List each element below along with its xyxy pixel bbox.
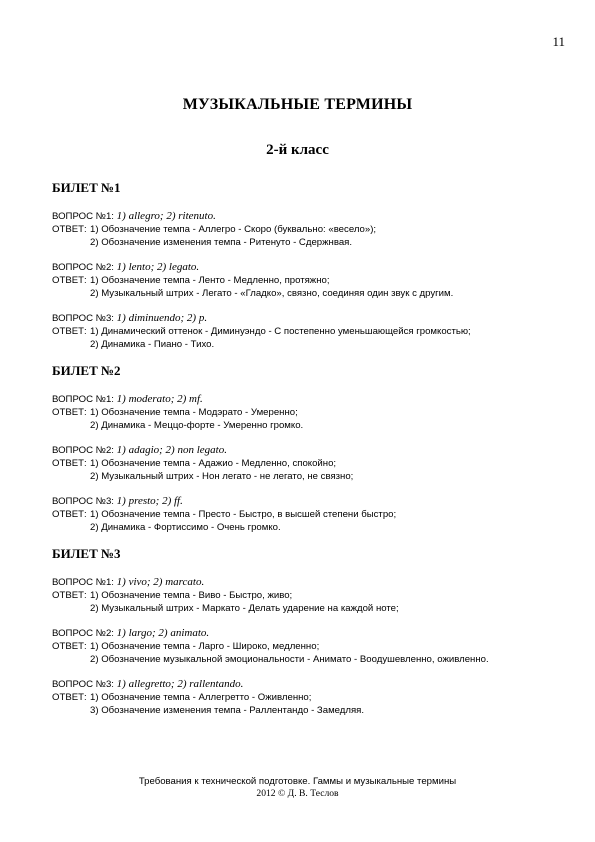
question-text: 1) largo; 2) animato. bbox=[116, 627, 210, 639]
page-footer bbox=[0, 776, 595, 800]
question-text: 1) moderato; 2) mf. bbox=[116, 393, 203, 405]
answer-label: ОТВЕТ: bbox=[52, 224, 87, 235]
question-block bbox=[52, 393, 572, 432]
answer-line: 1) Обозначение темпа - Модэрато - Умеренно; bbox=[90, 407, 298, 418]
question-label: ВОПРОС №3: bbox=[52, 496, 114, 507]
answer-block bbox=[52, 457, 572, 483]
question-label: ВОПРОС №3: bbox=[52, 313, 114, 324]
question-block bbox=[52, 678, 572, 717]
answer-label: ОТВЕТ: bbox=[52, 590, 87, 601]
ticket-title: БИЛЕТ №1 bbox=[52, 180, 121, 195]
answer-line: 2) Музыкальный штрих - Легато - «Гладко», связно, соединяя один звук с другим. bbox=[90, 288, 454, 299]
answer-block bbox=[52, 406, 572, 432]
answer-label: ОТВЕТ: bbox=[52, 509, 87, 520]
question-block bbox=[52, 210, 572, 249]
ticket-block bbox=[52, 180, 572, 351]
question-line bbox=[52, 444, 572, 457]
question-block bbox=[52, 576, 572, 615]
answer-line: 1) Обозначение темпа - Ленто - Медленно, протяжно; bbox=[90, 275, 330, 286]
answer-line: 1) Обозначение темпа - Престо - Быстро, в высшей степени быстро; bbox=[90, 509, 397, 520]
answer-block bbox=[52, 508, 572, 534]
footer-line-1: Требования к технической подготовке. Гаммы и музыкальные термины bbox=[138, 776, 457, 787]
answer-line: 2) Динамика - Фортиссимо - Очень громко. bbox=[90, 522, 281, 533]
answer-lines bbox=[90, 223, 572, 249]
answer-label: ОТВЕТ: bbox=[52, 641, 87, 652]
page-number: 11 bbox=[552, 34, 565, 49]
answer-line: 1) Обозначение темпа - Аллегро - Скоро (буквально: «весело»); bbox=[90, 224, 377, 235]
question-line bbox=[52, 495, 572, 508]
answer-lines bbox=[90, 691, 572, 717]
question-block bbox=[52, 444, 572, 483]
question-text: 1) lento; 2) legato. bbox=[116, 261, 200, 273]
question-label: ВОПРОС №2: bbox=[52, 445, 114, 456]
question-block bbox=[52, 261, 572, 300]
answer-block bbox=[52, 325, 572, 351]
answer-lines bbox=[90, 640, 572, 666]
answer-line: 2) Музыкальный штрих - Нон легато - не легато, не связно; bbox=[90, 471, 354, 482]
ticket-block bbox=[52, 546, 572, 717]
question-line bbox=[52, 312, 572, 325]
question-text: 1) presto; 2) ff. bbox=[116, 495, 183, 507]
page-title: МУЗЫКАЛЬНЫЕ ТЕРМИНЫ bbox=[182, 96, 413, 113]
answer-lines bbox=[90, 325, 572, 351]
question-block bbox=[52, 627, 572, 666]
question-label: ВОПРОС №2: bbox=[52, 628, 114, 639]
answer-label: ОТВЕТ: bbox=[52, 275, 87, 286]
answer-block bbox=[52, 640, 572, 666]
answer-label: ОТВЕТ: bbox=[52, 692, 87, 703]
question-text: 1) diminuendo; 2) p. bbox=[116, 312, 208, 324]
question-line bbox=[52, 261, 572, 274]
footer-line-2: 2012 © Д. В. Теслов bbox=[256, 788, 339, 799]
question-line bbox=[52, 678, 572, 691]
question-text: 1) vivo; 2) marcato. bbox=[116, 576, 205, 588]
answer-line: 3) Обозначение изменения темпа - Раллентандо - Замедляя. bbox=[90, 705, 365, 716]
answer-line: 1) Обозначение темпа - Адажио - Медленно, спокойно; bbox=[90, 458, 337, 469]
question-label: ВОПРОС №2: bbox=[52, 262, 114, 273]
answer-line: 1) Обозначение темпа - Ларго - Широко, медленно; bbox=[90, 641, 320, 652]
answer-block bbox=[52, 589, 572, 615]
answer-label: ОТВЕТ: bbox=[52, 407, 87, 418]
question-text: 1) adagio; 2) non legato. bbox=[116, 444, 227, 456]
question-line bbox=[52, 393, 572, 406]
answer-block bbox=[52, 691, 572, 717]
answer-line: 2) Динамика - Меццо-форте - Умеренно громко. bbox=[90, 420, 304, 431]
question-line bbox=[52, 576, 572, 589]
question-label: ВОПРОС №1: bbox=[52, 577, 114, 588]
ticket-title: БИЛЕТ №3 bbox=[52, 546, 121, 561]
question-label: ВОПРОС №1: bbox=[52, 394, 114, 405]
answer-line: 2) Обозначение музыкальной эмоциональности - Анимато - Воодушевленно, оживленно. bbox=[90, 654, 489, 665]
answer-line: 2) Динамика - Пиано - Тихо. bbox=[90, 339, 215, 350]
ticket-title: БИЛЕТ №2 bbox=[52, 363, 121, 378]
answer-lines bbox=[90, 457, 572, 483]
question-text: 1) allegro; 2) ritenuto. bbox=[116, 210, 216, 222]
answer-lines bbox=[90, 274, 572, 300]
question-label: ВОПРОС №1: bbox=[52, 211, 114, 222]
answer-line: 1) Динамический оттенок - Диминуэндо - С постепенно уменьшающейся громкостью; bbox=[90, 326, 471, 337]
answer-lines bbox=[90, 406, 572, 432]
question-line bbox=[52, 210, 572, 223]
answer-line: 1) Обозначение темпа - Виво - Быстро, живо; bbox=[90, 590, 293, 601]
question-block bbox=[52, 312, 572, 351]
question-label: ВОПРОС №3: bbox=[52, 679, 114, 690]
answer-label: ОТВЕТ: bbox=[52, 458, 87, 469]
answer-lines bbox=[90, 508, 572, 534]
answer-line: 2) Музыкальный штрих - Маркато - Делать ударение на каждой ноте; bbox=[90, 603, 399, 614]
answer-line: 1) Обозначение темпа - Аллегретто - Оживленно; bbox=[90, 692, 312, 703]
answer-block bbox=[52, 223, 572, 249]
answer-lines bbox=[90, 589, 572, 615]
page-subtitle: 2-й класс bbox=[266, 142, 329, 158]
answer-block bbox=[52, 274, 572, 300]
answer-line: 2) Обозначение изменения темпа - Ритенуто - Сдержнвая. bbox=[90, 237, 353, 248]
question-line bbox=[52, 627, 572, 640]
question-text: 1) allegretto; 2) rallentando. bbox=[116, 678, 244, 690]
ticket-block bbox=[52, 363, 572, 534]
answer-label: ОТВЕТ: bbox=[52, 326, 87, 337]
tickets-content bbox=[52, 180, 572, 729]
question-block bbox=[52, 495, 572, 534]
